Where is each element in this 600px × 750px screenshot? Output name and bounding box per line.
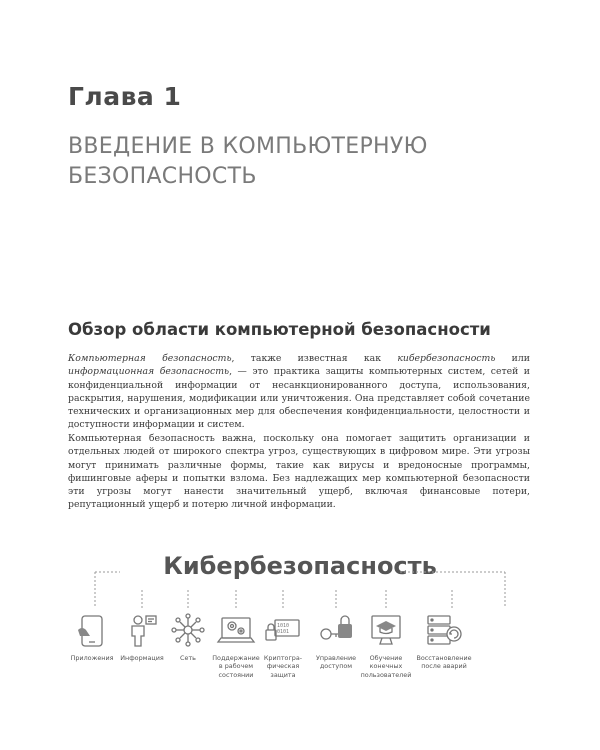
infographic-item-recovery (414, 612, 474, 671)
infographic-item-training (356, 612, 416, 679)
term-cybersecurity: кибербезопасность (397, 353, 496, 364)
label-recovery: Восстановление после аварий (416, 654, 472, 671)
label-access: Управление доступом (315, 654, 357, 671)
server-recovery-icon (424, 612, 464, 648)
person-info-icon (124, 612, 160, 648)
infographic-title: Кибербезопасность (163, 552, 437, 580)
label-information: Информация (120, 654, 164, 662)
svg-text:1010: 1010 (277, 623, 290, 629)
term-information-security: информационная безопасность (68, 366, 230, 378)
paragraph-intro-text-3: , — это практика защиты компьютерных систем, сетей и конфиденциальной информации от несанкционированного доступа, использования, раскрытия, нарушения, модификации или уничтожения. Она представляет собой сочетание технических и организационных мер для обеспечения конфиденциальности, целостности и доступности информации и систем. (68, 366, 531, 431)
network-icon (170, 612, 206, 648)
paragraph-intro-text-2: или (495, 353, 530, 364)
laptop-gears-icon (216, 612, 256, 648)
label-crypto: Криптогра- фическая защита (263, 654, 303, 679)
infographic-connector (0, 560, 600, 616)
chapter-title: ВВЕДЕНИЕ В КОМПЬЮТЕРНУЮ БЕЗОПАСНОСТЬ (68, 134, 428, 189)
paragraph-intro (68, 352, 530, 432)
label-maintenance: Поддержание в рабочем состоянии (212, 654, 260, 679)
paragraph-intro-text-1: , также известная как (231, 353, 398, 364)
section-heading: Обзор области компьютерной безопасности (68, 320, 491, 339)
label-training: Обучение конечных пользователей (360, 654, 412, 679)
binary-lock-icon (263, 612, 303, 648)
svg-text:0101: 0101 (277, 629, 290, 635)
mobile-app-icon (74, 612, 110, 648)
chapter-label: Глава 1 (68, 82, 182, 111)
infographic-item-crypto (253, 612, 313, 679)
label-applications: Приложения (70, 654, 114, 662)
graduation-monitor-icon (366, 612, 406, 648)
label-network: Сеть (180, 654, 196, 662)
key-lock-icon (316, 612, 356, 648)
paragraph-importance: Компьютерная безопасность важна, поскольку она помогает защитить организации и отдельных людей от широкого спектра угроз, существующих в цифровом мире. Эти угрозы могут принимать различные формы, такие как вирусы и вредоносные программы, фишинговые аферы и попытки взлома. Без надлежащих мер компьютерной безопасности эти угрозы могут нанести значительный ущерб, включая финансовые потери, репутационный ущерб и потерю личной информации. (68, 433, 530, 511)
term-computer-security: Компьютерная безопасность (68, 353, 232, 364)
